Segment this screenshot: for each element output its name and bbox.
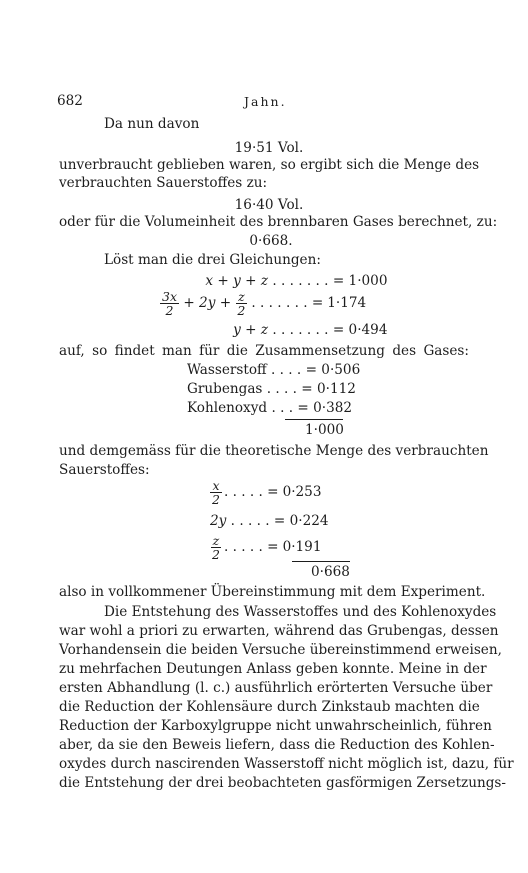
text-line: verbrauchten Sauerstoffes zu: — [59, 175, 268, 191]
fraction-numerator: z — [212, 533, 220, 548]
fraction-numerator: z — [238, 289, 245, 304]
paragraph-line: oxydes durch nascirenden Wasserstoff nicht möglich ist, dazu, für — [59, 756, 514, 772]
row-dots: . . . = — [271, 400, 309, 416]
fraction-denominator: 2 — [212, 492, 220, 507]
running-title: Jahn. — [244, 94, 287, 109]
text-line: also in vollkommener Übereinstimmung mit dem Experiment. — [59, 584, 486, 600]
row-dots: . . . . = — [266, 381, 313, 397]
paragraph-line: Reduction der Karboxylgruppe nicht unwahrscheinlich, führen — [59, 718, 492, 734]
value-line: 0·668. — [249, 233, 293, 249]
equation-dots: . . . . . . . = — [272, 322, 345, 338]
oxygen-value: 0·224 — [289, 513, 329, 529]
paragraph-line: Vorhandensein die beiden Versuche übereinstimmend erweisen, — [59, 642, 502, 658]
fraction — [235, 290, 247, 317]
oxygen-row — [210, 534, 321, 561]
fraction — [210, 534, 222, 561]
equation-rhs: 1·000 — [348, 273, 388, 289]
row-dots: . . . . . = — [223, 484, 279, 500]
text-line: Da nun davon — [104, 116, 200, 132]
oxygen-row — [210, 512, 329, 531]
equation-1 — [188, 272, 388, 291]
equation-rhs: 0·494 — [348, 322, 388, 338]
paragraph-line: ersten Abhandlung (l. c.) ausführlich erörterten Versuche über — [59, 680, 493, 696]
gas-name: Kohlenoxyd — [187, 400, 268, 416]
equation-middle: + 2y + — [179, 295, 236, 311]
text-line: unverbraucht geblieben waren, so ergibt sich die Menge des — [59, 157, 480, 173]
text-line: Sauerstoffes: — [59, 462, 150, 478]
text-line: oder für die Volumeinheit des brennbaren Gases berechnet, zu: — [59, 214, 498, 230]
gas-name: Grubengas — [187, 381, 263, 397]
paragraph-line: Die Entstehung des Wasserstoffes und des Kohlenoxydes — [104, 604, 497, 620]
row-dots: . . . . . = — [230, 513, 286, 529]
gas-name: Wasserstoff — [187, 362, 267, 378]
fraction-denominator: 2 — [237, 303, 246, 318]
equation-3 — [188, 321, 388, 340]
row-dots: . . . . = — [271, 362, 317, 378]
paragraph-line: die Entstehung der drei beobachteten gasförmigen Zersetzungs- — [59, 775, 506, 791]
equation-2 — [160, 290, 400, 317]
fraction — [210, 479, 222, 506]
composition-total: 1·000 — [305, 422, 344, 438]
equation-lhs: x + y + z — [205, 273, 268, 289]
oxygen-row — [210, 479, 321, 506]
text-line: auf, so findet man für die Zusammensetzung des Gases: — [59, 343, 469, 359]
value-line: 19·51 Vol. — [234, 140, 304, 156]
page-number: 682 — [57, 93, 83, 109]
row-dots: . . . . . = — [223, 539, 279, 555]
fraction-numerator: x — [212, 478, 220, 493]
paragraph-line: die Reduction der Kohlensäure durch Zinkstaub machten die — [59, 699, 480, 715]
fraction — [160, 290, 179, 317]
equation-dots: . . . . . . . = — [251, 295, 324, 311]
composition-row — [187, 380, 407, 399]
equation-rhs: 1·174 — [327, 295, 367, 311]
gas-value: 0·506 — [321, 362, 361, 378]
composition-row — [187, 399, 407, 418]
paragraph-line: zu mehrfachen Deutungen Anlass geben konnte. Meine in der — [59, 661, 487, 677]
oxygen-value: 0·191 — [282, 539, 322, 555]
composition-row — [187, 361, 407, 380]
value-line: 16·40 Vol. — [234, 197, 304, 213]
paragraph-line: aber, da sie den Beweis liefern, dass die Reduction des Kohlen- — [59, 737, 495, 753]
sum-rule — [292, 561, 350, 562]
paragraph-line: war wohl a priori zu erwarten, während das Grubengas, dessen — [59, 623, 499, 639]
oxygen-total: 0·668 — [311, 564, 350, 580]
fraction-numerator: 3x — [162, 289, 178, 304]
text-line: und demgemäss für die theoretische Menge des verbrauchten — [59, 443, 489, 459]
oxygen-value: 0·253 — [282, 484, 322, 500]
sum-rule — [285, 419, 343, 420]
fraction-denominator: 2 — [165, 303, 174, 318]
oxygen-term: 2y — [210, 513, 227, 529]
gas-value: 0·112 — [317, 381, 356, 397]
text-line: Löst man die drei Gleichungen: — [104, 252, 321, 268]
fraction-denominator: 2 — [212, 547, 220, 562]
equation-lhs: y + z — [233, 322, 268, 338]
equation-dots: . . . . . . . = — [272, 273, 345, 289]
gas-value: 0·382 — [313, 400, 353, 416]
